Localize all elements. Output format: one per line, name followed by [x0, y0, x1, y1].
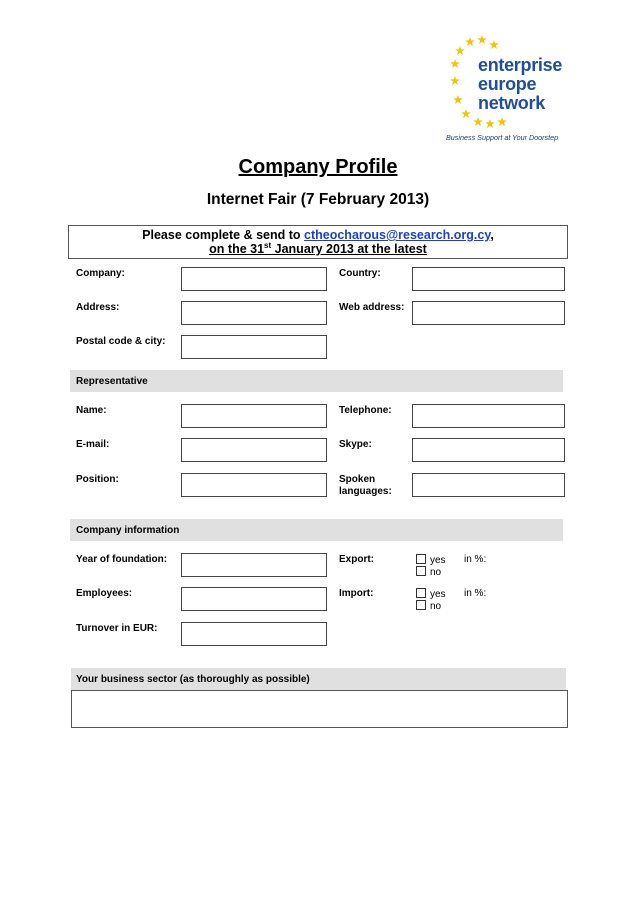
import-label: Import:: [339, 588, 374, 599]
export-no-text: no: [430, 567, 442, 578]
logo-word-network: network: [478, 93, 545, 113]
skype-label: Skype:: [339, 439, 372, 450]
telephone-label: Telephone:: [339, 405, 392, 416]
import-percent-label: in %:: [464, 588, 487, 599]
deadline-post: January 2013 at the latest: [271, 242, 427, 256]
email-link[interactable]: ctheocharous@research.org.cy: [304, 228, 491, 242]
business-sector-header: [71, 668, 566, 690]
spoken-label-line1: Spoken: [339, 474, 376, 485]
import-no-checkbox[interactable]: [416, 600, 426, 610]
import-no-text: no: [430, 601, 442, 612]
export-label: Export:: [339, 554, 374, 565]
name-label: Name:: [76, 405, 107, 416]
country-label: Country:: [339, 268, 381, 279]
address-label: Address:: [76, 302, 120, 313]
web-address-label: Web address:: [339, 302, 405, 313]
business-sector-field[interactable]: [71, 690, 568, 728]
year-of-foundation-field[interactable]: [181, 553, 327, 577]
employees-field[interactable]: [181, 587, 327, 611]
position-field[interactable]: [181, 473, 327, 497]
export-no-option[interactable]: [416, 566, 441, 579]
turnover-label: Turnover in EUR:: [76, 623, 158, 634]
email-field[interactable]: [181, 438, 327, 462]
logo-word-europe: europe: [478, 74, 537, 94]
instructions-suffix: ,: [490, 228, 494, 242]
instructions-line-1: [69, 228, 567, 242]
logo-word-enterprise: enterprise: [478, 55, 563, 75]
import-no-option[interactable]: [416, 600, 441, 613]
company-info-section-header: [70, 519, 563, 541]
deadline-pre: on the 31: [209, 242, 265, 256]
deadline-sup: st: [264, 240, 272, 250]
skype-field[interactable]: [412, 438, 565, 462]
export-percent-label: in %:: [464, 554, 487, 565]
postal-code-field[interactable]: [181, 335, 327, 359]
web-address-field[interactable]: [412, 301, 565, 325]
company-info-header-text: Company information: [76, 525, 180, 536]
spoken-label-line2: languages:: [339, 486, 392, 497]
page-subtitle: Internet Fair (7 February 2013): [206, 191, 430, 208]
instructions-line-2: [69, 242, 567, 256]
export-yes-text: yes: [430, 555, 446, 566]
email-label: E-mail:: [76, 439, 110, 450]
name-field[interactable]: [181, 404, 327, 428]
spoken-languages-label: [339, 474, 392, 498]
address-field[interactable]: [181, 301, 327, 325]
postal-code-label: Postal code & city:: [76, 336, 166, 347]
instructions-box: [68, 225, 568, 259]
representative-section-header: [70, 370, 563, 392]
export-yes-checkbox[interactable]: [416, 554, 426, 564]
logo-tagline: Business Support at Your Doorstep: [446, 133, 559, 142]
import-yes-text: yes: [430, 589, 446, 600]
position-label: Position:: [76, 474, 119, 485]
spoken-languages-field[interactable]: [412, 473, 565, 497]
telephone-field[interactable]: [412, 404, 565, 428]
page-title: Company Profile: [238, 156, 398, 178]
company-label: Company:: [76, 268, 125, 279]
employees-label: Employees:: [76, 588, 133, 599]
year-of-foundation-label: Year of foundation:: [76, 554, 168, 565]
import-yes-checkbox[interactable]: [416, 588, 426, 598]
country-field[interactable]: [412, 267, 565, 291]
turnover-field[interactable]: [181, 622, 327, 646]
enterprise-europe-network-logo: [448, 36, 578, 148]
export-no-checkbox[interactable]: [416, 566, 426, 576]
company-field[interactable]: [181, 267, 327, 291]
instructions-prefix: Please complete & send to: [142, 228, 305, 242]
business-sector-header-text: Your business sector (as thoroughly as possible): [76, 674, 310, 685]
logo-stars-icon: [448, 36, 482, 132]
representative-header-text: Representative: [76, 376, 148, 387]
